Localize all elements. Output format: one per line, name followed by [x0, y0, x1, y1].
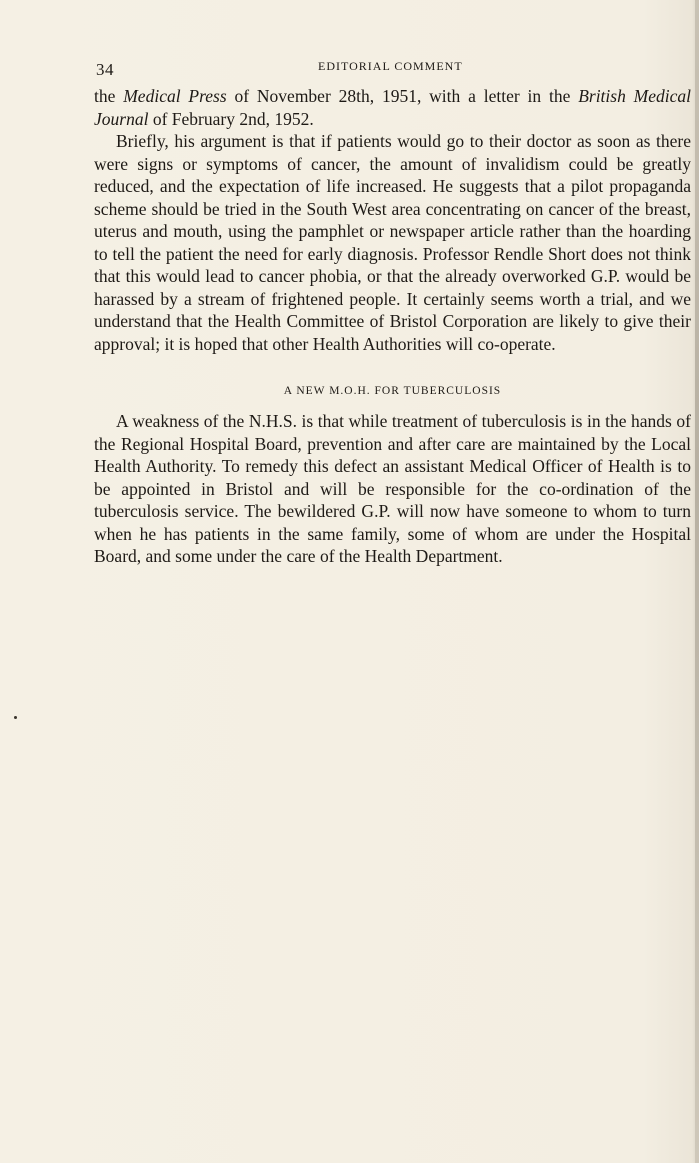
- paragraph-text-part: of February 2nd, 1952.: [148, 108, 314, 129]
- page-number: 34: [96, 60, 114, 79]
- paragraph-tuberculosis: A weakness of the N.H.S. is that while treatment of tuberculosis is in the hands of the Regional Hospital Board, prevention and after care are maintained by the Local Health Authority. To remedy this defect an assistant Medical Officer of Health is to be appointed in Bristol and will be responsible for the co-ordination of the tuberculosis service. The bewildered G.P. will now have someone to whom to turn when he has patients in the same family, some of whom are under the Hospital Board, and some under the care of the Health Department.: [94, 411, 691, 566]
- publication-title-bmj: British Medical Journal: [94, 86, 692, 129]
- paragraph-text-part: of November 28th, 1951, with a letter in the: [226, 86, 579, 106]
- paragraph-text-part: the: [94, 86, 124, 106]
- print-speck: [14, 716, 17, 719]
- publication-title-medical-press: Medical Press: [123, 86, 227, 106]
- running-head: EDITORIAL COMMENT: [318, 59, 463, 73]
- page-edge-shadow: [695, 0, 699, 1163]
- article-body: [94, 85, 691, 568]
- paragraph-continuation: [94, 85, 691, 130]
- page-header: [96, 56, 692, 80]
- section-heading: A NEW M.O.H. FOR TUBERCULOSIS: [283, 385, 502, 397]
- paragraph-cancer-propaganda: Briefly, his argument is that if patients would go to their doctor as soon as there were signs or symptoms of cancer, the amount of invalidism could be greatly reduced, and the expectation of life increased. He suggests that a pilot propaganda scheme should be tried in the South West area concentrating on cancer of the breast, uterus and mouth, using the pamphlet or newspaper article rather than the hoarding to tell the patient the need for early diagnosis. Professor Rendle Short does not think that this would lead to cancer phobia, or that the already overworked G.P. would be harassed by a stream of frightened people. It certainly seems worth a trial, and we understand that the Health Committee of Bristol Corporation are likely to give their approval; it is hoped that other Health Authorities will co-operate.: [94, 131, 691, 354]
